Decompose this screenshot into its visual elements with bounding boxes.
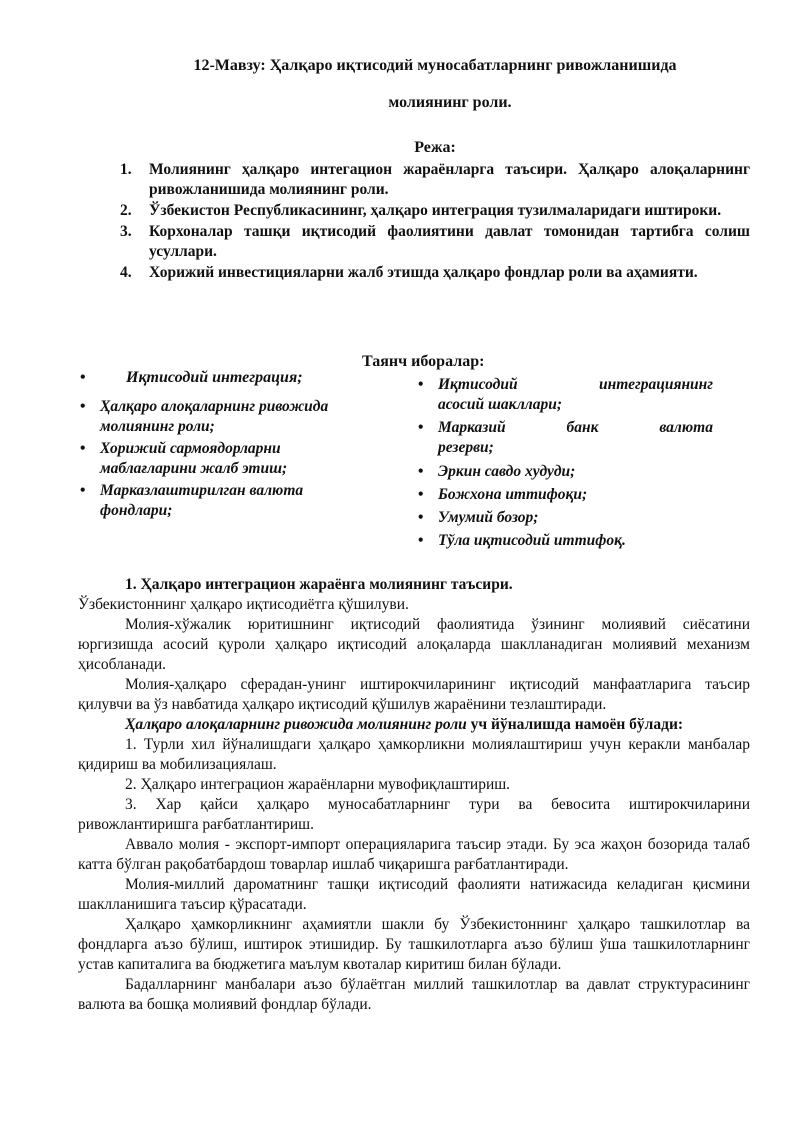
plan-item — [120, 201, 750, 221]
keyword-text: Марказий банк валюта — [438, 419, 713, 436]
bullet-icon: • — [418, 376, 424, 393]
paragraph: Молия-ҳалқаро сферадан-унинг иштирокчиларининг иқтисодий манфаатларига таъсир қилувчи ва ўз навбатида ҳалқаро иқтисодий қўшилув жараёнини тезлаштиради. — [78, 676, 750, 713]
plan-item-text: Ўзбекистон Республикасининг, ҳалқаро интеграция тузилмаларидаги иштироки. — [149, 202, 722, 219]
paragraph: Молия-хўжалик юритишнинг иқтисодий фаолиятида ўзининг молиявий сиёсатини юргизишда асосий қуроли ҳалқаро иқтисодий алоқаларда шаклланадиган молиявий механизм ҳисобланади. — [78, 616, 750, 673]
paragraph: Аввало молия - экспорт-импорт операцияларига таъсир этади. Бу эса жаҳон бозорида талаб катта бўлган рақобатбардош товарлар ишлаб чиқаришга рағбатлантиради. — [78, 836, 750, 873]
page-title-line1: 12-Мавзу: Ҳалқаро иқтисодий муносабатларнинг ривожланишида — [193, 57, 677, 74]
keyword-item — [418, 462, 713, 482]
keyword-text: Иқтисодий интеграция; — [126, 369, 303, 386]
plan-item-text: Молиянинг ҳалқаро интегацион жараёнларга таъсири. Ҳалқаро алоқаларнинг ривожланишида молиянинг роли. — [149, 161, 750, 198]
plan-heading: Режа: — [414, 139, 456, 156]
bullet-icon: • — [80, 398, 86, 415]
keyword-item — [80, 397, 365, 437]
keyword-text: Тўла иқтисодий иттифоқ. — [438, 532, 626, 549]
keyword-item — [80, 439, 365, 479]
keyword-item — [418, 418, 713, 458]
keywords-left-list — [80, 397, 365, 523]
keyword-item — [418, 508, 713, 528]
paragraph — [78, 715, 750, 735]
numbered-paragraph: 2. Ҳалқаро интеграцион жараёнларни мувофиқлаштириш. — [125, 776, 511, 793]
plan-item — [120, 160, 750, 200]
page-title-line2: молиянинг роли. — [388, 94, 512, 111]
plan-item-number: 2. — [120, 202, 132, 219]
keyword-item — [418, 375, 713, 415]
paragraph: Молия-миллий дароматнинг ташқи иқтисодий фаолияти натижасида келадиган қисмини шаклланишига таъсир қўрасатади. — [78, 876, 750, 913]
plan-item — [120, 222, 750, 262]
bullet-icon: • — [80, 482, 86, 499]
numbered-paragraph: 3. Хар қайси ҳалқаро муносабатларнинг тури ва бевосита иштирокчиларини ривожлантиришга рағбатлантириш. — [78, 796, 750, 833]
keyword-text-cont: резерви; — [438, 439, 494, 456]
numbered-paragraph: 1. Турли хил йўналишдаги ҳалқаро ҳамкорликни молиялаштириш учун керакли манбалар қидириш ва мобилизациялаш. — [78, 736, 750, 773]
keyword-text: Эркин савдо худуди; — [438, 463, 576, 480]
keyword-item — [418, 531, 713, 551]
keyword-text: Хорижий сармоядорларни маблағларини жалб этиш; — [100, 440, 288, 477]
keyword-text: Иқтисодий интеграциянинг — [438, 376, 713, 393]
plan-item — [120, 263, 750, 283]
paragraph-text: уч йўналишда намоён бўлади: — [466, 716, 684, 733]
paragraph: Ўзбекистоннинг ҳалқаро иқтисодиётга қўшилуви. — [78, 596, 409, 613]
paragraph: Бадалларнинг манбалари аъзо бўлаётган миллий ташкилотлар ва давлат структурасининг валюта ва бошқа молиявий фондлар бўлади. — [78, 976, 750, 1013]
plan-item-number: 1. — [120, 161, 132, 178]
keywords-right-list — [418, 375, 713, 554]
keyword-text: Марказлаштирилган валюта фондлари; — [100, 482, 304, 519]
bullet-icon: • — [418, 532, 424, 549]
keyword-text: Умумий бозор; — [438, 509, 539, 526]
keyword-text-cont: асосий шакллари; — [438, 396, 563, 413]
section-body — [78, 575, 750, 1015]
plan-list — [120, 160, 750, 283]
keyword-text: Божхона иттифоқи; — [438, 486, 588, 503]
bullet-icon: • — [80, 369, 86, 386]
bullet-icon: • — [418, 509, 424, 526]
bullet-icon: • — [418, 419, 424, 436]
paragraph: Ҳалқаро ҳамкорликнинг аҳамиятли шакли бу Ўзбекистоннинг ҳалқаро ташкилотлар ва фондларга аъзо бўлиш, иштирок этишидир. Бу ташкилотларга аъзо бўлиш ўша ташкилотларнинг устав капиталига ва бюджетига маълум квоталар киритиш билан бўлади. — [78, 916, 750, 973]
keyword-item — [418, 485, 713, 505]
keywords-heading: Таянч иборалар: — [362, 353, 485, 370]
keyword-text: Ҳалқаро алоқаларнинг ривожида молиянинг роли; — [100, 398, 329, 435]
bullet-icon: • — [80, 440, 86, 457]
bullet-icon: • — [418, 463, 424, 480]
plan-item-number: 4. — [120, 264, 132, 281]
keyword-item — [80, 481, 365, 521]
section-heading: 1. Ҳалқаро интеграцион жараёнга молиянинг таъсири. — [125, 576, 513, 593]
plan-item-text: Корхоналар ташқи иқтисодий фаолиятини давлат томонидан тартибга солиш усуллари. — [149, 223, 750, 260]
plan-item-number: 3. — [120, 223, 132, 240]
emphasis-text: Ҳалқаро алоқаларнинг ривожида молиянинг роли — [125, 716, 467, 733]
bullet-icon: • — [418, 486, 424, 503]
plan-item-text: Хорижий инвестицияларни жалб этишда ҳалқаро фондлар роли ва аҳамияти. — [149, 264, 698, 281]
